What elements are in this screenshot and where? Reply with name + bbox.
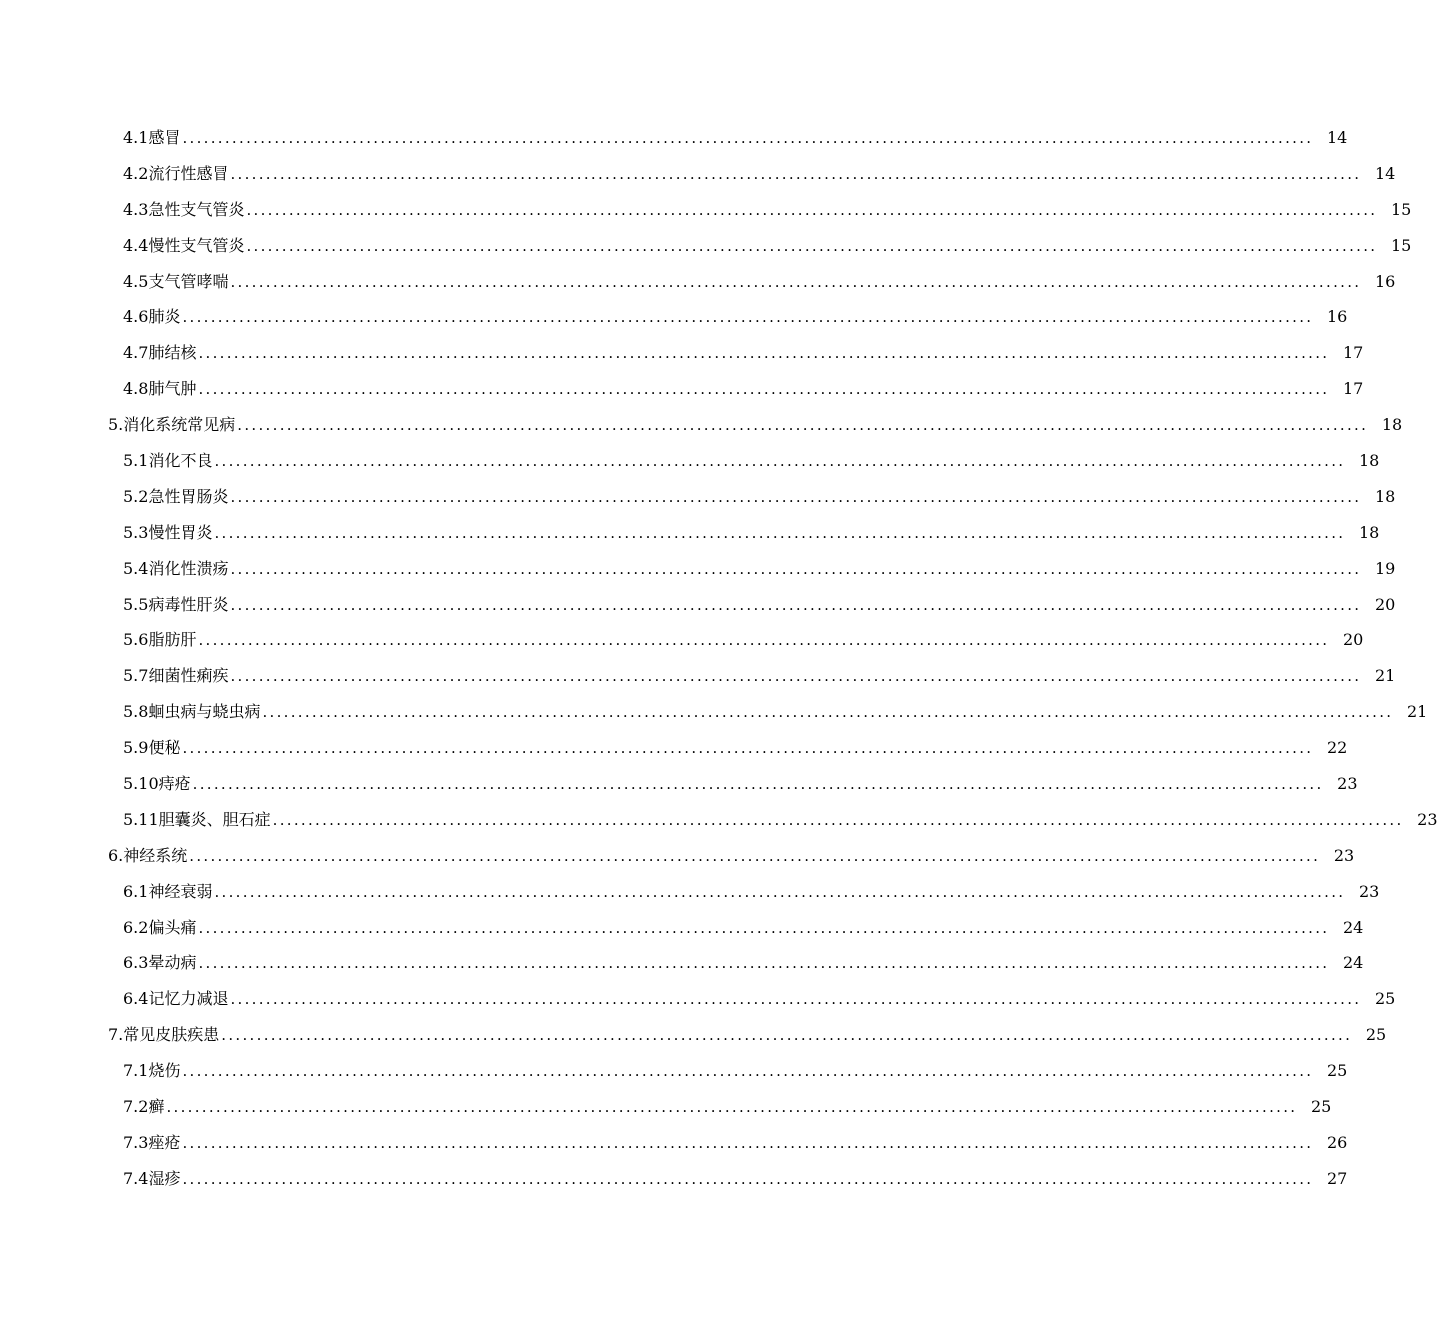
toc-entry-page: 16	[1374, 271, 1396, 291]
dot-leader: ................................................................................................................................................................	[230, 990, 1362, 1009]
dot-leader: ................................................................................................................................................................	[237, 416, 1369, 435]
toc-entry-page: 22	[1326, 738, 1348, 758]
toc-entry-page: 25	[1326, 1061, 1348, 1081]
toc-entry-page: 15	[1390, 235, 1412, 255]
toc-entry[interactable]	[0, 228, 1412, 264]
dot-leader: ................................................................................................................................................................	[230, 164, 1362, 183]
dot-leader: ................................................................................................................................................................	[198, 380, 1330, 399]
toc-chapter-entry[interactable]	[0, 838, 1355, 874]
dot-leader: ................................................................................................................................................................	[182, 128, 1314, 147]
toc-entry-title: 4.2流行性感冒	[123, 163, 229, 183]
toc-entry[interactable]	[0, 1053, 1348, 1089]
toc-entry-page: 23	[1333, 845, 1355, 865]
dot-leader: ................................................................................................................................................................	[198, 631, 1330, 650]
toc-entry-page: 21	[1374, 666, 1396, 686]
dot-leader: ................................................................................................................................................................	[192, 774, 1324, 793]
toc-entry-page: 15	[1390, 199, 1412, 219]
toc-entry-title: 5.11胆囊炎、胆石症	[123, 809, 271, 829]
toc-entry[interactable]	[0, 156, 1396, 192]
toc-entry-page: 25	[1310, 1096, 1332, 1116]
toc-entry[interactable]	[0, 802, 1438, 838]
dot-leader: ................................................................................................................................................................	[182, 308, 1314, 327]
toc-entry-page: 25	[1365, 1025, 1387, 1045]
toc-entry-title: 6.2偏头痛	[123, 917, 197, 937]
toc-entry-title: 7.1烧伤	[123, 1061, 181, 1081]
toc-entry[interactable]	[0, 766, 1358, 802]
toc-entry-title: 7.2癣	[123, 1096, 165, 1116]
dot-leader: ................................................................................................................................................................	[182, 739, 1314, 758]
toc-entry-title: 5.9便秘	[123, 738, 181, 758]
toc-entry-page: 18	[1358, 450, 1380, 470]
toc-entry-title: 5.2急性胃肠炎	[123, 486, 229, 506]
toc-entry-page: 23	[1358, 881, 1380, 901]
toc-entry-page: 26	[1326, 1132, 1348, 1152]
dot-leader: ................................................................................................................................................................	[198, 344, 1330, 363]
toc-entry-page: 23	[1417, 809, 1438, 829]
toc-entry[interactable]	[0, 515, 1380, 551]
table-of-contents	[0, 120, 1438, 1197]
dot-leader: ................................................................................................................................................................	[182, 1133, 1314, 1152]
toc-entry[interactable]	[0, 694, 1428, 730]
dot-leader: ................................................................................................................................................................	[230, 595, 1362, 614]
toc-entry-page: 14	[1326, 127, 1348, 147]
toc-entry[interactable]	[0, 981, 1396, 1017]
toc-entry[interactable]	[0, 1161, 1348, 1197]
toc-entry[interactable]	[0, 192, 1412, 228]
toc-entry-page: 18	[1358, 522, 1380, 542]
dot-leader: ................................................................................................................................................................	[230, 559, 1362, 578]
toc-entry-title: 5.6脂肪肝	[123, 630, 197, 650]
toc-entry-title: 4.7肺结核	[123, 343, 197, 363]
toc-entry[interactable]	[0, 910, 1364, 946]
toc-entry-page: 14	[1374, 163, 1396, 183]
toc-entry-title: 5.5病毒性肝炎	[123, 594, 229, 614]
toc-entry-title: 4.4慢性支气管炎	[123, 235, 245, 255]
toc-entry[interactable]	[0, 371, 1364, 407]
dot-leader: ................................................................................................................................................................	[214, 523, 1346, 542]
toc-entry-title: 6.3晕动病	[123, 953, 197, 973]
toc-entry-title: 5.消化系统常见病	[108, 415, 236, 435]
toc-entry-title: 5.1消化不良	[123, 450, 213, 470]
dot-leader: ................................................................................................................................................................	[166, 1097, 1298, 1116]
dot-leader: ................................................................................................................................................................	[272, 810, 1404, 829]
toc-chapter-entry[interactable]	[0, 1017, 1387, 1053]
toc-entry-page: 20	[1374, 594, 1396, 614]
toc-entry-page: 19	[1374, 558, 1396, 578]
dot-leader: ................................................................................................................................................................	[221, 1026, 1353, 1045]
toc-entry-page: 27	[1326, 1168, 1348, 1188]
toc-entry[interactable]	[0, 730, 1348, 766]
toc-entry[interactable]	[0, 443, 1380, 479]
toc-entry[interactable]	[0, 551, 1396, 587]
toc-entry[interactable]	[0, 622, 1364, 658]
dot-leader: ................................................................................................................................................................	[230, 272, 1362, 291]
toc-entry-title: 4.3急性支气管炎	[123, 199, 245, 219]
toc-entry-title: 7.常见皮肤疾患	[108, 1025, 220, 1045]
toc-entry[interactable]	[0, 335, 1364, 371]
toc-entry-title: 6.神经系统	[108, 845, 188, 865]
toc-entry-title: 4.6肺炎	[123, 307, 181, 327]
dot-leader: ................................................................................................................................................................	[246, 200, 1378, 219]
toc-entry-title: 5.3慢性胃炎	[123, 522, 213, 542]
toc-entry-title: 4.5支气管哮喘	[123, 271, 229, 291]
toc-entry[interactable]	[0, 945, 1364, 981]
toc-entry-page: 18	[1381, 415, 1403, 435]
dot-leader: ................................................................................................................................................................	[182, 1062, 1314, 1081]
toc-entry[interactable]	[0, 264, 1396, 300]
toc-entry[interactable]	[0, 1125, 1348, 1161]
toc-entry-title: 5.10痔疮	[123, 773, 191, 793]
toc-entry-title: 5.7细菌性痢疾	[123, 666, 229, 686]
dot-leader: ................................................................................................................................................................	[214, 882, 1346, 901]
toc-entry-title: 7.4湿疹	[123, 1168, 181, 1188]
dot-leader: ................................................................................................................................................................	[230, 667, 1362, 686]
toc-entry-page: 17	[1342, 343, 1364, 363]
toc-entry-page: 21	[1406, 702, 1428, 722]
dot-leader: ................................................................................................................................................................	[198, 954, 1330, 973]
toc-entry[interactable]	[0, 299, 1348, 335]
dot-leader: ................................................................................................................................................................	[214, 451, 1346, 470]
toc-entry[interactable]	[0, 874, 1380, 910]
toc-entry-title: 4.8肺气肿	[123, 379, 197, 399]
toc-entry[interactable]	[0, 658, 1396, 694]
toc-entry-title: 6.4记忆力减退	[123, 989, 229, 1009]
toc-chapter-entry[interactable]	[0, 407, 1403, 443]
toc-entry-title: 5.4消化性溃疡	[123, 558, 229, 578]
toc-entry-title: 5.8蛔虫病与蛲虫病	[123, 702, 261, 722]
toc-entry-page: 24	[1342, 917, 1364, 937]
toc-entry-page: 18	[1374, 486, 1396, 506]
toc-entry-page: 25	[1374, 989, 1396, 1009]
toc-entry[interactable]	[0, 479, 1396, 515]
toc-entry[interactable]	[0, 120, 1348, 156]
dot-leader: ................................................................................................................................................................	[246, 236, 1378, 255]
toc-entry-title: 4.1感冒	[123, 127, 181, 147]
dot-leader: ................................................................................................................................................................	[262, 703, 1394, 722]
toc-entry[interactable]	[0, 587, 1396, 623]
dot-leader: ................................................................................................................................................................	[182, 1169, 1314, 1188]
dot-leader: ................................................................................................................................................................	[230, 487, 1362, 506]
dot-leader: ................................................................................................................................................................	[189, 846, 1321, 865]
toc-entry-page: 20	[1342, 630, 1364, 650]
toc-entry-page: 17	[1342, 379, 1364, 399]
dot-leader: ................................................................................................................................................................	[198, 918, 1330, 937]
toc-entry-page: 16	[1326, 307, 1348, 327]
toc-entry[interactable]	[0, 1089, 1332, 1125]
toc-entry-page: 23	[1337, 773, 1358, 793]
toc-entry-page: 24	[1342, 953, 1364, 973]
toc-entry-title: 6.1神经衰弱	[123, 881, 213, 901]
toc-entry-title: 7.3痤疮	[123, 1132, 181, 1152]
